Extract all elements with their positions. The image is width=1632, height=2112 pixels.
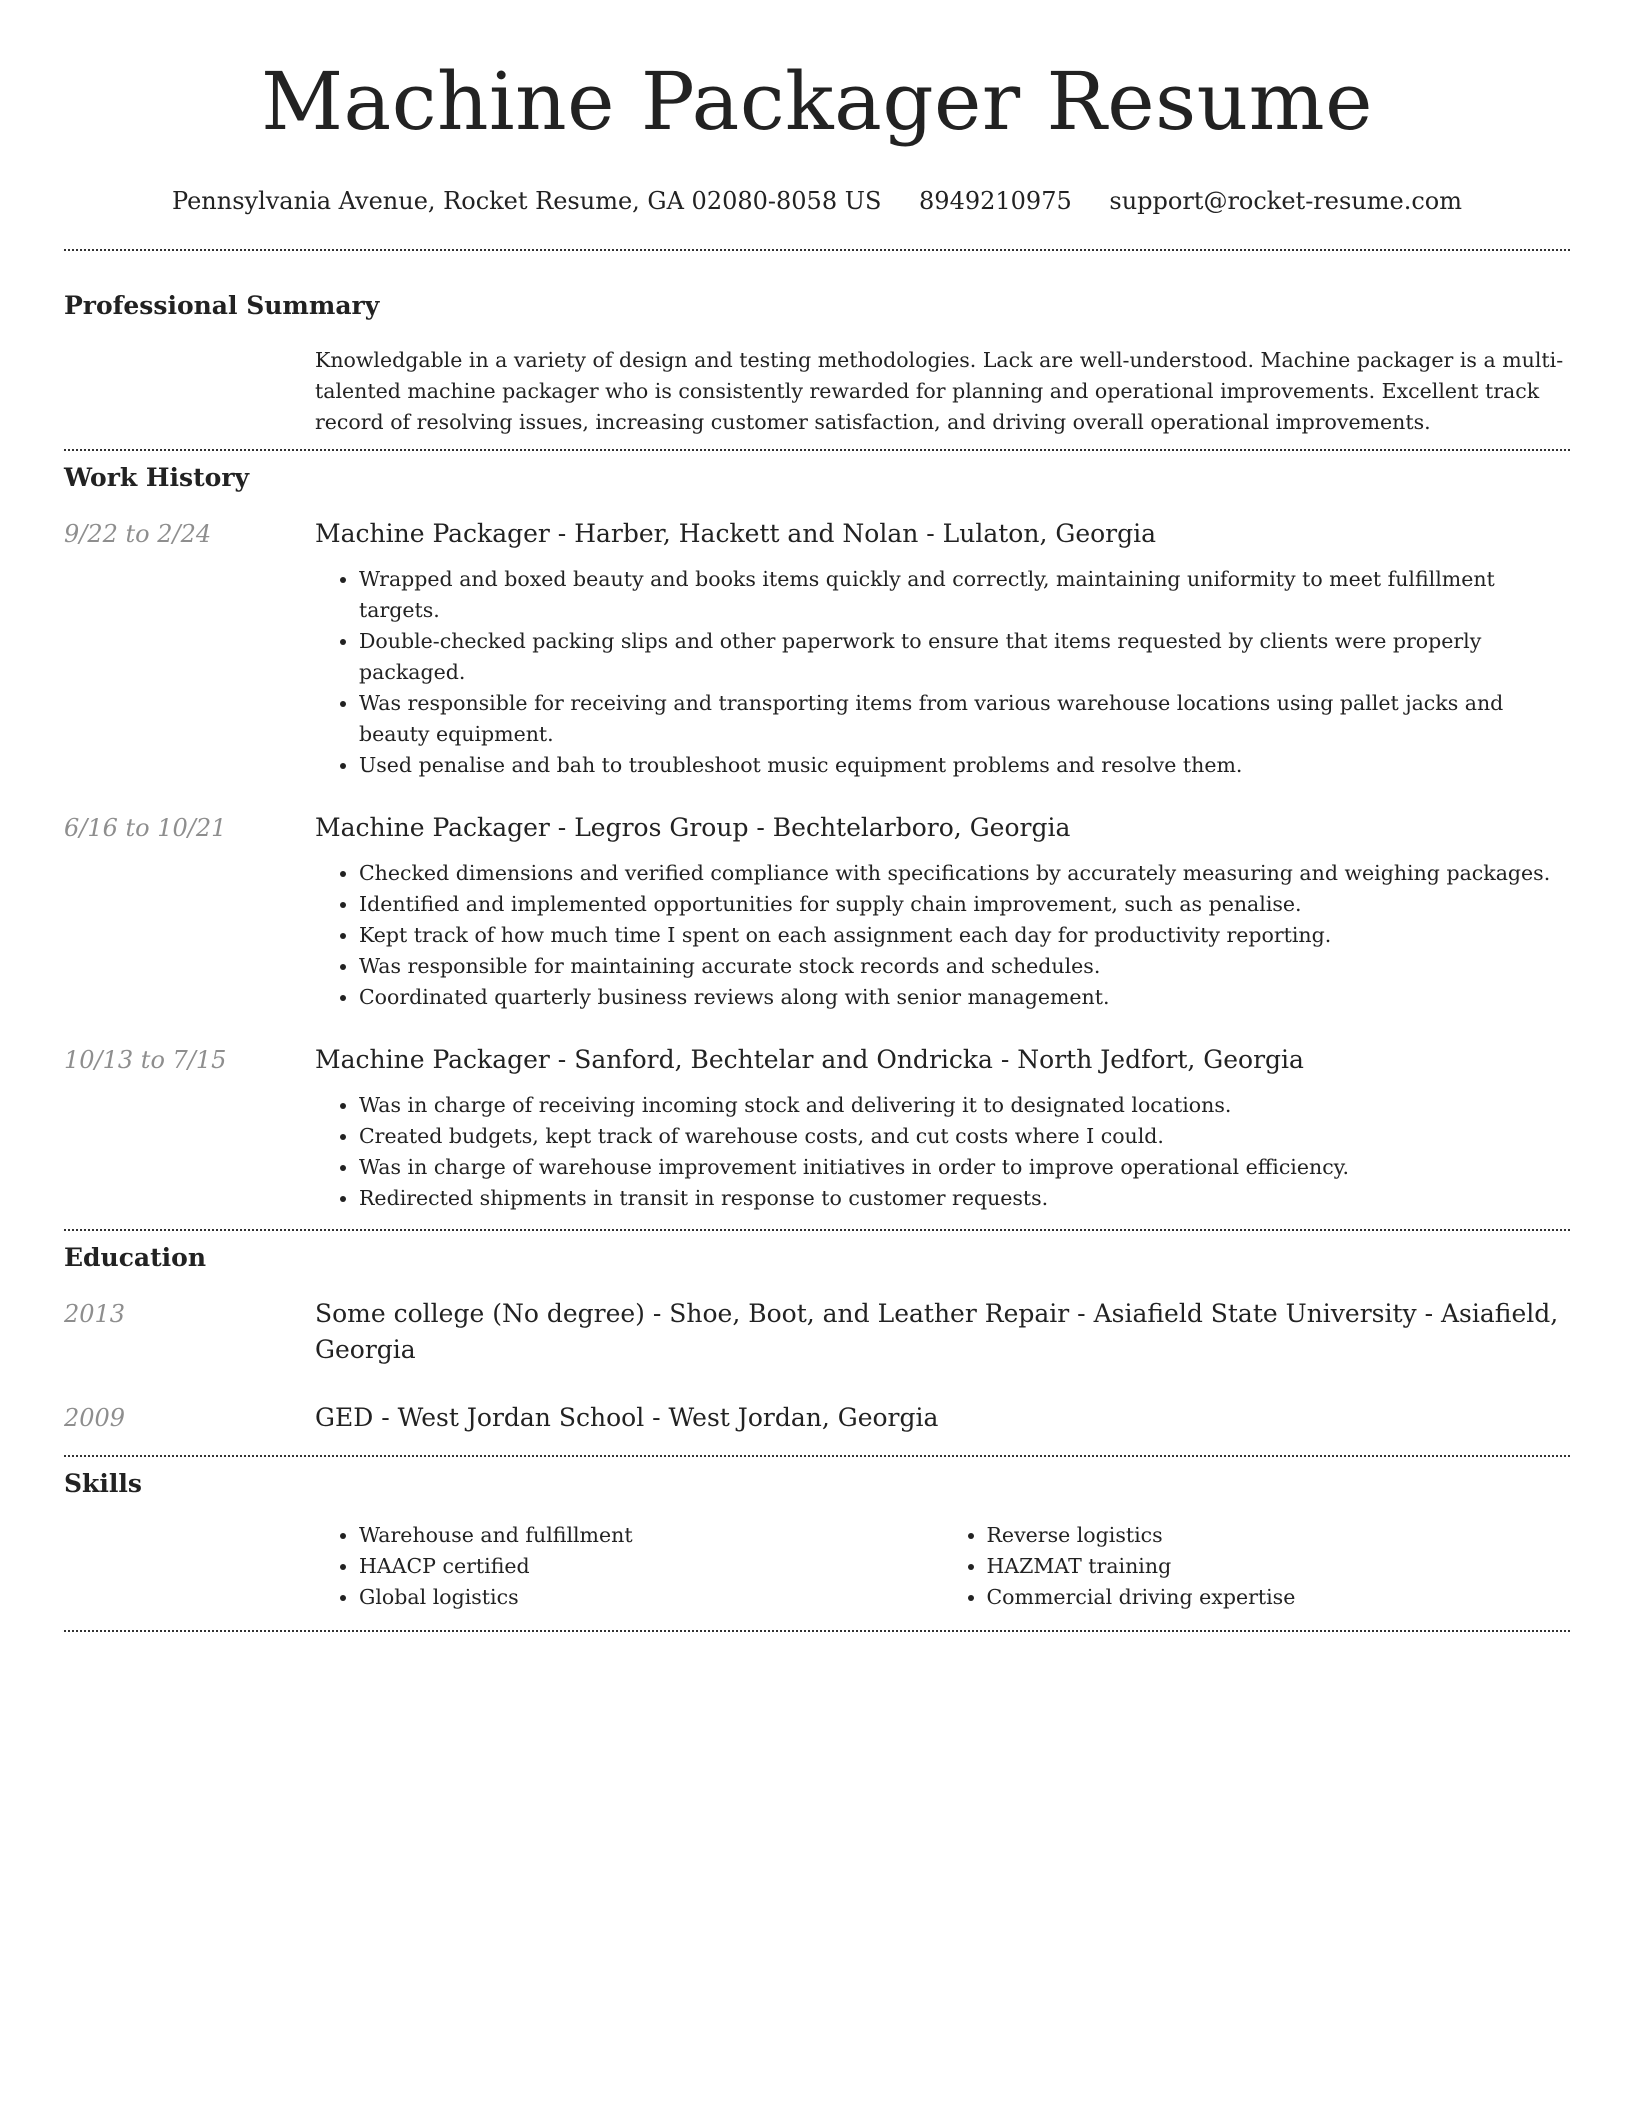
work-title: Machine Packager - Legros Group - Bechtelarboro, Georgia: [315, 813, 1071, 842]
divider: [64, 1630, 1570, 1632]
list-item: • Checked dimensions and verified compliance with specifications by accurately measuring and weighing packages.: [359, 858, 1570, 889]
skill-item: • Commercial driving expertise: [987, 1582, 1571, 1613]
skill-item: • Global logistics: [359, 1582, 943, 1613]
skills-list: [315, 1520, 1570, 1613]
skill-item: • Warehouse and fulfillment: [359, 1520, 943, 1551]
education-entry: [64, 1400, 1570, 1436]
section-title-skills: Skills: [64, 1469, 142, 1498]
education-text: Some college (No degree) - Shoe, Boot, and Leather Repair - Asiafield State University - Asiafield, Georgia: [315, 1299, 1559, 1364]
list-item: • Coordinated quarterly business reviews along with senior management.: [359, 982, 1570, 1013]
education-year: 2009: [64, 1404, 126, 1432]
contact-address: Pennsylvania Avenue, Rocket Resume, GA 02080-8058 US: [172, 187, 882, 215]
work-bullets: [315, 858, 1570, 1013]
section-title-work-history: Work History: [64, 463, 250, 492]
list-item: • Was in charge of receiving incoming stock and delivering it to designated locations.: [359, 1090, 1570, 1121]
resume-page: [64, 0, 1570, 1632]
education-year: 2013: [64, 1300, 126, 1328]
work-bullets: [315, 564, 1570, 781]
education-text: GED - West Jordan School - West Jordan, Georgia: [315, 1403, 939, 1432]
divider: [64, 449, 1570, 451]
skill-item: • Reverse logistics: [987, 1520, 1571, 1551]
work-entry: [64, 1042, 1570, 1214]
list-item: • Was in charge of warehouse improvement initiatives in order to improve operational efficiency.: [359, 1152, 1570, 1183]
skill-item: • HAACP certified: [359, 1551, 943, 1582]
skills-column-left: [315, 1520, 943, 1613]
contact-line: [64, 186, 1570, 216]
list-item: • Was responsible for maintaining accurate stock records and schedules.: [359, 951, 1570, 982]
list-item: • Redirected shipments in transit in response to customer requests.: [359, 1183, 1570, 1214]
education-entry: [64, 1296, 1570, 1368]
work-dates: 10/13 to 7/15: [64, 1046, 227, 1074]
contact-phone: 8949210975: [919, 187, 1072, 215]
work-entry: [64, 516, 1570, 781]
resume-title: Machine Packager Resume: [261, 55, 1373, 148]
work-entry: [64, 810, 1570, 1013]
divider: [64, 1455, 1570, 1457]
work-bullets: [315, 1090, 1570, 1214]
list-item: • Kept track of how much time I spent on each assignment each day for productivity reporting.: [359, 920, 1570, 951]
work-dates: 9/22 to 2/24: [64, 520, 212, 548]
skill-item: • HAZMAT training: [987, 1551, 1571, 1582]
section-title-education: Education: [64, 1243, 207, 1272]
list-item: • Double-checked packing slips and other paperwork to ensure that items requested by clients were properly packaged.: [359, 626, 1570, 688]
divider: [64, 249, 1570, 251]
divider: [64, 1229, 1570, 1231]
skills-column-right: [943, 1520, 1571, 1613]
list-item: • Wrapped and boxed beauty and books items quickly and correctly, maintaining uniformity to meet fulfillment targets.: [359, 564, 1570, 626]
work-title: Machine Packager - Sanford, Bechtelar and Ondricka - North Jedfort, Georgia: [315, 1045, 1304, 1074]
list-item: • Created budgets, kept track of warehouse costs, and cut costs where I could.: [359, 1121, 1570, 1152]
list-item: • Was responsible for receiving and transporting items from various warehouse locations using pallet jacks and beauty equipment.: [359, 688, 1570, 750]
list-item: • Identified and implemented opportunities for supply chain improvement, such as penalise.: [359, 889, 1570, 920]
work-dates: 6/16 to 10/21: [64, 814, 227, 842]
list-item: • Used penalise and bah to troubleshoot music equipment problems and resolve them.: [359, 750, 1570, 781]
summary-text: Knowledgable in a variety of design and testing methodologies. Lack are well-understood. Machine packager is a multi-talented machine packager who is consistently rewarded for planning and operational improvements. Excellent track record of resolving issues, increasing customer satisfaction, and driving overall operational improvements.: [315, 348, 1564, 434]
contact-email: support@rocket-resume.com: [1109, 187, 1462, 215]
section-title-summary: Professional Summary: [64, 291, 380, 320]
work-title: Machine Packager - Harber, Hackett and Nolan - Lulaton, Georgia: [315, 519, 1157, 548]
